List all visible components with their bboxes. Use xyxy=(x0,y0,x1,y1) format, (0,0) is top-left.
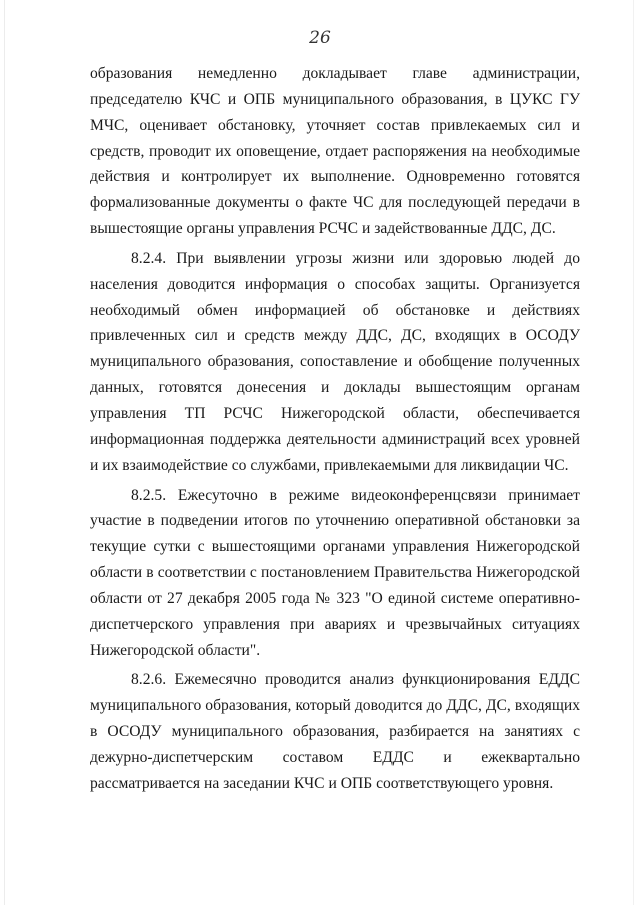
document-body xyxy=(90,61,580,797)
scan-left-edge xyxy=(4,0,5,905)
paragraph-8-2-6: 8.2.6. Ежемесячно проводится анализ функционирования ЕДДС муниципального образования, который доводится до ДДС, ДС, входящих в ОСОДУ муниципального образования, разбирается на занятиях с дежурно-диспетчерским составом ЕДДС и ежеквартально рассматривается на заседании КЧС и ОПБ соответствующего уровня. xyxy=(90,671,580,792)
page-number: 26 xyxy=(309,28,331,48)
paragraph-8-2-4: 8.2.4. При выявлении угрозы жизни или здоровью людей до населения доводится информация о способах защиты. Организуется необходимый обмен информацией об обстановке и действиях привлеченных сил и средств между ДДС, ДС, входящих в ОСОДУ муниципального образования, сопоставление и обобщение полученных данных, готовятся донесения и доклады вышестоящим органам управления ТП РСЧС Нижегородской области, обеспечивается информационная поддержка деятельности администраций всех уровней и их взаимодействие со службами, привлекаемыми для ликвидации ЧС. xyxy=(90,249,580,474)
paragraph-continuation: образования немедленно докладывает главе администрации, председателю КЧС и ОПБ муниципального образования, в ЦУКС ГУ МЧС, оценивает обстановку, уточняет состав привлекаемых сил и средств, проводит их оповещение, отдает распоряжения на необходимые действия и контролирует их выполнение. Одновременно готовятся формализованные документы о факте ЧС для последующей передачи в вышестоящие органы управления РСЧС и задействованные ДДС, ДС. xyxy=(90,65,580,238)
paragraph-8-2-5: 8.2.5. Ежесуточно в режиме видеоконференцсвязи принимает участие в подведении итогов по уточнению оперативной обстановки за текущие сутки с вышестоящими органами управления Нижегородской области в соответствии с постановлением Правительства Нижегородской области от 27 декабря 2005 года № 323 "О единой системе оперативно-диспетчерского управления при авариях и чрезвычайных ситуациях Нижегородской области". xyxy=(90,486,580,659)
scan-right-edge xyxy=(633,0,634,905)
